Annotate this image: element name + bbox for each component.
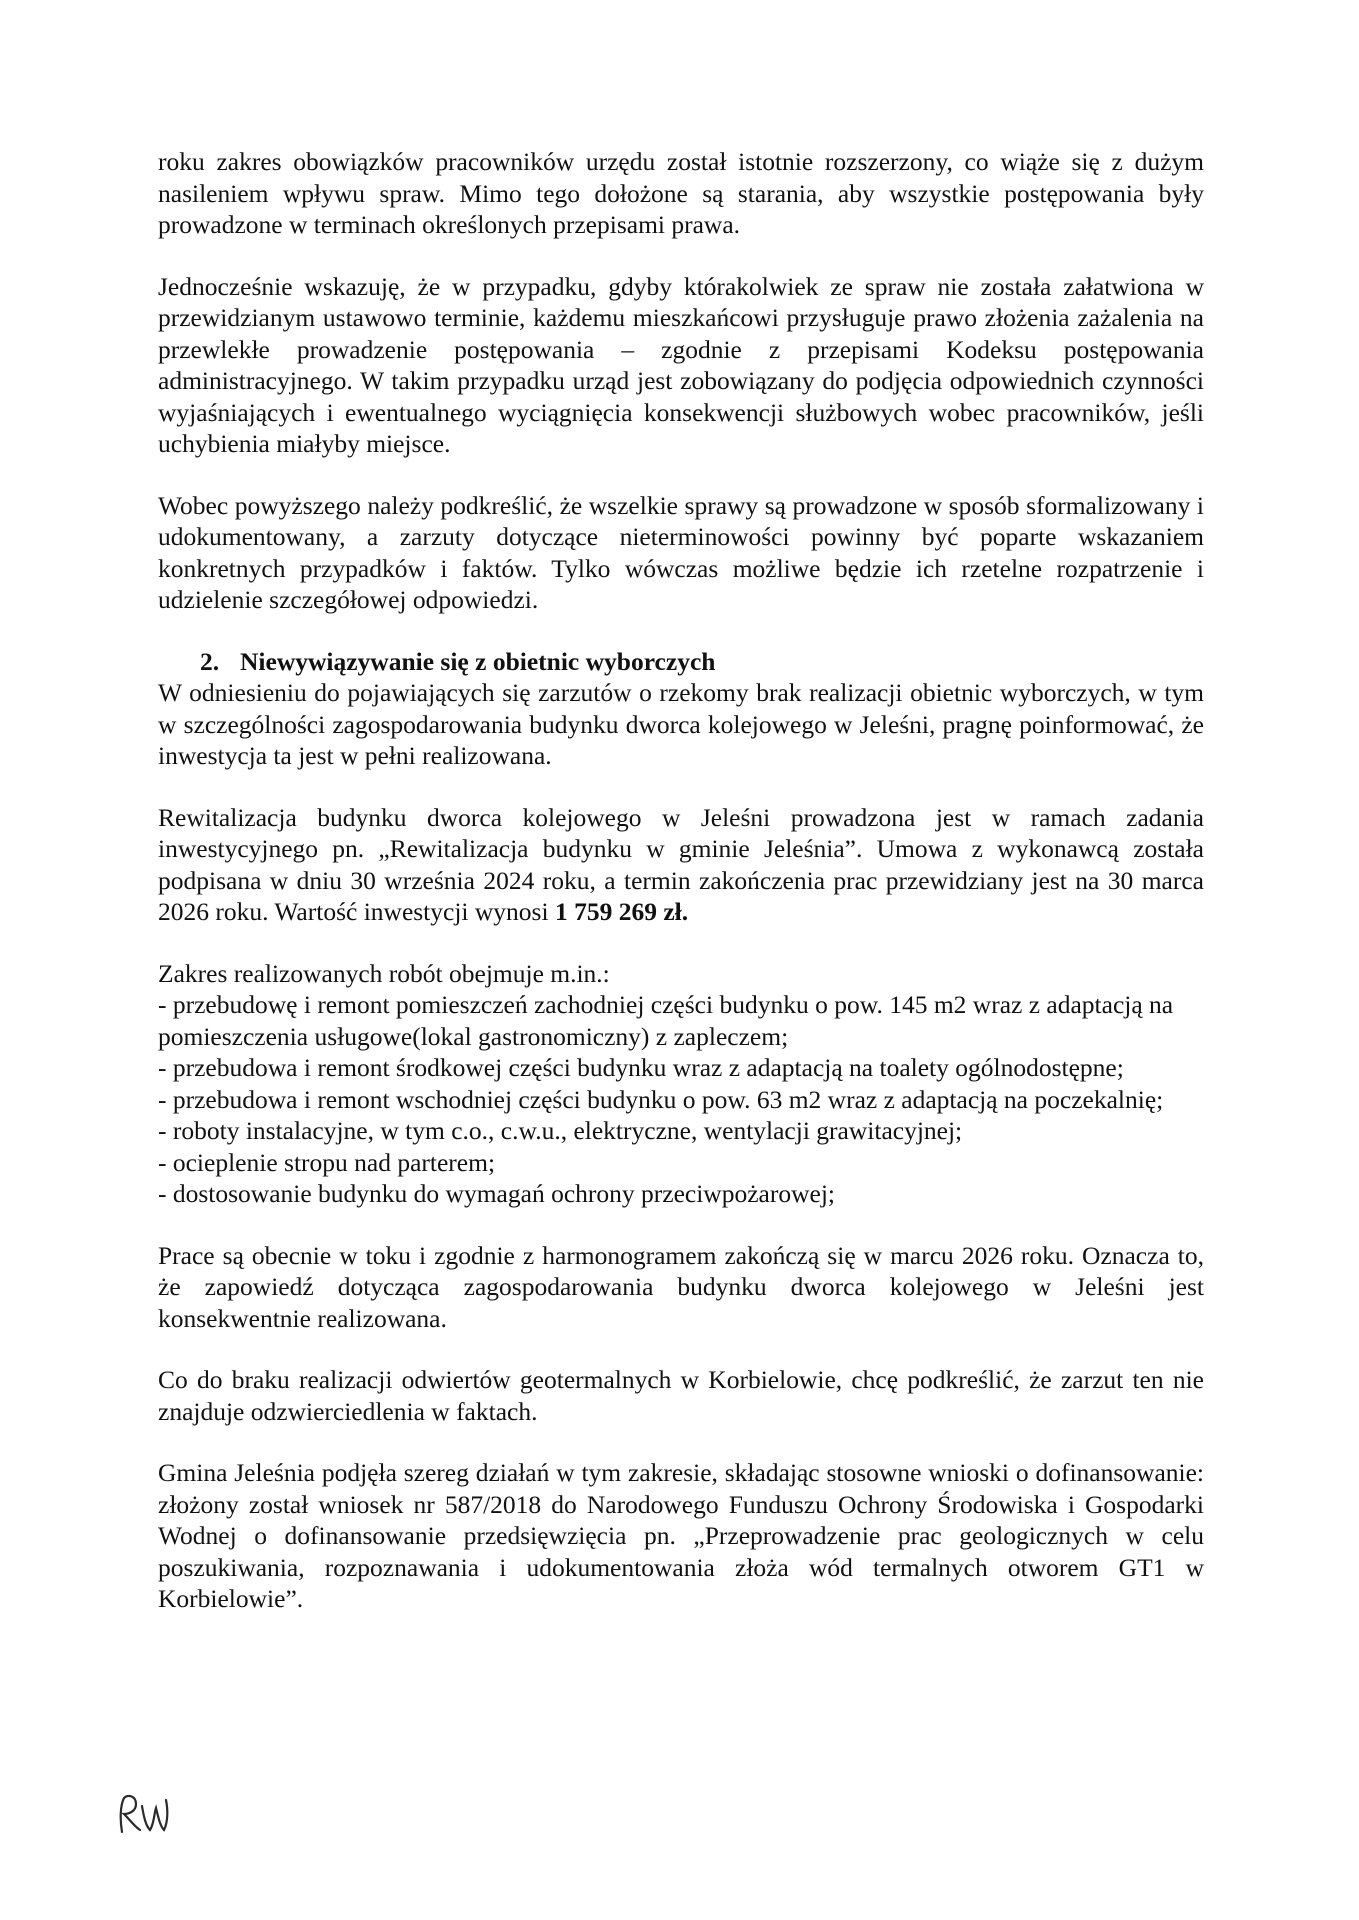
paragraph-progress: Prace są obecnie w toku i zgodnie z harmonogramem zakończą się w marcu 2026 roku. Oznacza to, że zapowiedź dotycząca zagospodarowania budynku dworca kolejowego w Jeleśni jest konsekwentnie realizowana. <box>158 1240 1204 1333</box>
list-item: - przebudowa i remont środkowej części budynku wraz z adaptacją na toalety ogólnodostępne; <box>158 1053 1124 1082</box>
list-item: - przebudowę i remont pomieszczeń zachodniej części budynku o pow. 145 m2 wraz z adaptacją na pomieszczenia usługowe(lokal gastronomiczny) z zapleczem; <box>158 990 1174 1051</box>
section-number: 2. <box>200 646 220 676</box>
list-item: - dostosowanie budynku do wymagań ochrony przeciwpożarowej; <box>158 1179 835 1208</box>
investment-amount: 1 759 269 zł. <box>554 897 689 926</box>
paragraph-investment <box>158 802 1204 928</box>
investment-text: Rewitalizacja budynku dworca kolejowego w Jeleśni prowadzona jest w ramach zadania inwestycyjnego pn. „Rewitalizacja budynku w gminie Jeleśnia”. Umowa z wykonawcą została podpisana w dniu 30 września 2024 roku, a termin zakończenia prac przewidziany jest na 30 marca 2026 roku. Wartość inwestycji wynosi <box>158 802 1204 926</box>
document-body <box>158 146 1204 1645</box>
section-title: Niewywiązywanie się z obietnic wyborczych <box>240 646 716 676</box>
paragraph-workload: roku zakres obowiązków pracowników urzędu został istotnie rozszerzony, co wiąże się z dużym nasileniem wpływu spraw. Mimo tego dołożone są starania, aby wszystkie postępowania były prowadzone w terminach określonych przepisami prawa. <box>158 147 1204 239</box>
paragraph-funding-applications: Gmina Jeleśnia podjęła szereg działań w tym zakresie, składając stosowne wnioski o dofinansowanie: złożony został wniosek nr 587/2018 do Narodowego Funduszu Ochrony Środowiska i Gospodarki Wodnej o dofinansowanie przedsięwzięcia pn. „Przeprowadzenie prac geologicznych w celu poszukiwania, rozpoznawania i udokumentowania złoża wód termalnych otworem GT1 w Korbielowie”. <box>158 1458 1204 1613</box>
section-heading-2 <box>158 646 1204 678</box>
list-item: - ocieplenie stropu nad parterem; <box>158 1147 496 1177</box>
paragraph-formal-cases: Wobec powyższego należy podkreślić, że wszelkie sprawy są prowadzone w sposób sformalizowany i udokumentowany, a zarzuty dotyczące nieterminowości powinny być poparte wskazaniem konkretnych przypadków i faktów. Tylko wówczas możliwe będzie ich rzetelne rozpatrzenie i udzielenie szczegółowej odpowiedzi. <box>158 490 1204 614</box>
paragraph-works-intro: Zakres realizowanych robót obejmuje m.in.: <box>158 958 610 988</box>
paragraph-election-promises: W odniesieniu do pojawiających się zarzutów o rzekomy brak realizacji obietnic wyborczych, w tym w szczególności zagospodarowania budynku dworca kolejowego w Jeleśni, pragnę poinformować, że inwestycja ta jest w pełni realizowana. <box>158 678 1204 770</box>
works-list <box>158 989 1204 1210</box>
list-item: - przebudowa i remont wschodniej części budynku o pow. 63 m2 wraz z adaptacją na poczekalnię; <box>158 1084 1164 1114</box>
paragraph-geothermal: Co do braku realizacji odwiertów geotermalnych w Korbielowie, chcę podkreślić, że zarzut ten nie znajduje odzwierciedlenia w faktach. <box>158 1365 1204 1426</box>
handwritten-initials-signature <box>116 1792 172 1836</box>
list-item: - roboty instalacyjne, w tym c.o., c.w.u., elektryczne, wentylacji grawitacyjnej; <box>158 1116 963 1145</box>
paragraph-complaint-right: Jednocześnie wskazuję, że w przypadku, gdyby którakolwiek ze spraw nie została załatwiona w przewidzianym ustawowo terminie, każdemu mieszkańcowi przysługuje prawo złożenia zażalenia na przewlekłe prowadzenie postępowania – zgodnie z przepisami Kodeksu postępowania administracyjnego. W takim przypadku urząd jest zobowiązany do podjęcia odpowiednich czynności wyjaśniających i ewentualnego wyciągnięcia konsekwencji służbowych wobec pracowników, jeśli uchybienia miałyby miejsce. <box>158 271 1204 458</box>
